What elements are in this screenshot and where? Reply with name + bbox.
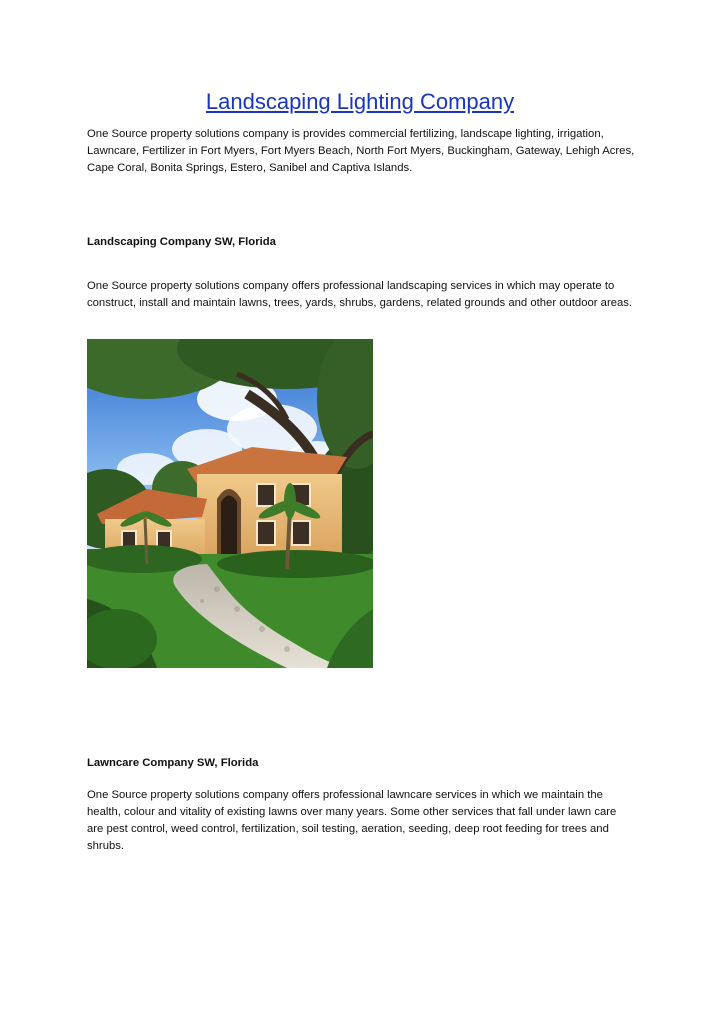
house-garden-photo [87,339,373,668]
page-title[interactable]: Landscaping Lighting Company [205,89,515,114]
section-body-landscaping: One Source property solutions company offers professional landscaping services in which may operate to construct, install and maintain lawns, trees, yards, shrubs, gardens, related grounds and other outdoor areas. [87,280,633,309]
intro-paragraph: One Source property solutions company is provides commercial fertilizing, landscape lighting, irrigation, Lawncare, Fertilizer in Fort Myers, Fort Myers Beach, North Fort Myers, Buckingham, Gateway, Lehigh Acres, Cape Coral, Bonita Springs, Estero, Sanibel and Captiva Islands. [87,128,635,174]
section-body-lawncare: One Source property solutions company offers professional lawncare services in which we maintain the health, colour and vitality of existing lawns over many years. Some other services that fall under lawn care are pest control, weed control, fertilization, soil testing, aeration, seeding, deep root feeding for trees and shrubs. [87,789,617,852]
house-garden-illustration [87,339,373,668]
section-heading-landscaping: Landscaping Company SW, Florida [87,236,276,248]
section-heading-lawncare: Lawncare Company SW, Florida [87,757,259,769]
